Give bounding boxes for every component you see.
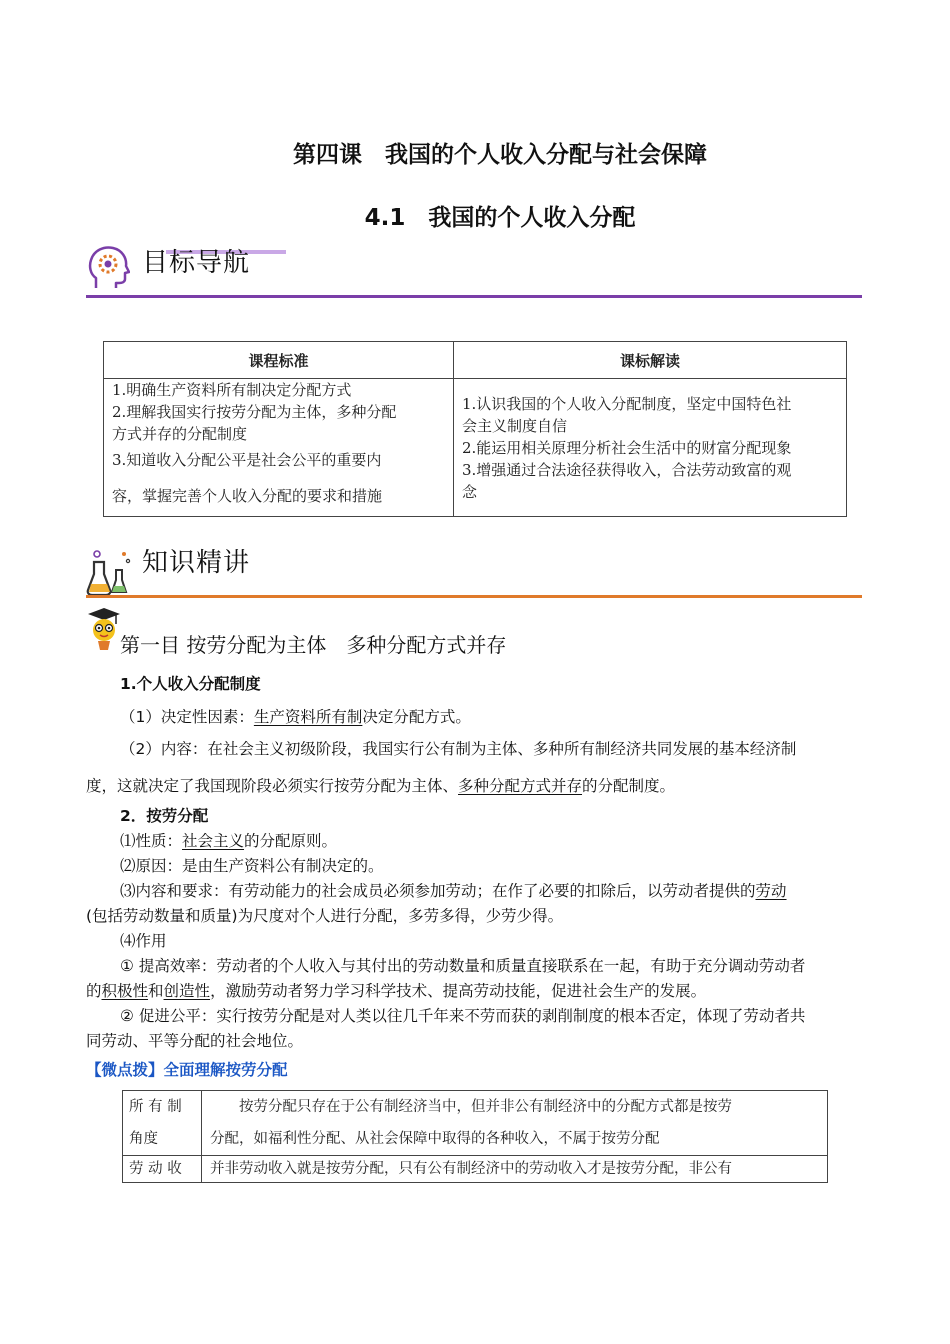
content-paragraph: （1）决定性因素：生产资料所有制决定分配方式。 bbox=[120, 708, 471, 726]
list-item: 1.认识我国的个人收入分配制度，坚定中国特色社 bbox=[462, 394, 792, 413]
content-heading: 1.个人收入分配制度 bbox=[120, 675, 261, 693]
content-paragraph: (包括劳动数量和质量)为尺度对个人进行分配，多劳多得，少劳少得。 bbox=[86, 907, 564, 925]
list-item: 2.理解我国实行按劳分配为主体，多种分配 bbox=[112, 403, 397, 421]
tip-row-content: 按劳分配只存在于公有制经济当中，但并非公有制经济中的分配方式都是按劳 分配，如福利性分配、从社会保障中取得的各种收入，不属于按劳分配 bbox=[202, 1091, 828, 1156]
tip-table bbox=[122, 1090, 828, 1183]
graduate-mascot-icon bbox=[86, 606, 122, 656]
list-item: 2.能运用相关原理分析社会生活中的财富分配现象 bbox=[462, 438, 792, 457]
head-gears-icon bbox=[88, 244, 130, 296]
content-paragraph: ⑷作用 bbox=[120, 932, 167, 950]
section-divider bbox=[86, 295, 862, 298]
tip-row-label: 劳 动 收 bbox=[123, 1156, 202, 1183]
content-paragraph: ① 提高效率：劳动者的个人收入与其付出的劳动数量和质量直接联系在一起，有助于充分调动劳动者 bbox=[120, 957, 806, 975]
content-paragraph: ⑵原因：是由生产资料公有制决定的。 bbox=[120, 857, 384, 875]
section-divider bbox=[86, 595, 862, 598]
topic-title: 第一目 按劳分配为主体 多种分配方式并存 bbox=[120, 633, 507, 657]
standards-right-cell bbox=[462, 393, 838, 503]
list-item: 容，掌握完善个人收入分配的要求和措施 bbox=[112, 487, 383, 505]
list-item: 方式并存的分配制度 bbox=[112, 425, 248, 443]
list-item: 会主义制度自信 bbox=[462, 416, 568, 435]
tip-row-label: 所 有 制 角度 bbox=[123, 1091, 202, 1156]
knowledge-section-label: 知识精讲 bbox=[142, 548, 251, 578]
content-paragraph: （2）内容：在社会主义初级阶段，我国实行公有制为主体、多种所有制经济共同发展的基本经济制 bbox=[120, 740, 797, 758]
content-paragraph: ② 促进公平：实行按劳分配是对人类以往几千年来不劳而获的剥削制度的根本否定，体现了劳动者共 bbox=[120, 1007, 806, 1025]
content-paragraph: 度，这就决定了我国现阶段必须实行按劳分配为主体、多种分配方式并存的分配制度。 bbox=[86, 777, 676, 795]
table-header: 课程标准 bbox=[104, 342, 454, 379]
list-item: 3.知道收入分配公平是社会公平的重要内 bbox=[112, 451, 382, 469]
list-item: 3.增强通过合法途径获得收入，合法劳动致富的观 bbox=[462, 460, 792, 479]
standards-left-cell bbox=[112, 379, 445, 507]
goals-section-label: 目标导航 bbox=[142, 248, 251, 278]
lesson-title: 第四课 我国的个人收入分配与社会保障 bbox=[293, 142, 707, 168]
standards-table bbox=[103, 341, 847, 517]
table-header: 课标解读 bbox=[454, 342, 847, 379]
tip-row-content: 并非劳动收入就是按劳分配，只有公有制经济中的劳动收入才是按劳分配，非公有 bbox=[202, 1156, 828, 1183]
lab-flasks-icon bbox=[86, 548, 132, 600]
section-title: 4.1 我国的个人收入分配 bbox=[364, 205, 636, 231]
content-paragraph: ⑴性质：社会主义的分配原则。 bbox=[120, 832, 338, 850]
content-heading: 2．按劳分配 bbox=[120, 807, 209, 825]
content-paragraph: 同劳动、平等分配的社会地位。 bbox=[86, 1032, 304, 1050]
content-paragraph: ⑶内容和要求：有劳动能力的社会成员必须参加劳动；在作了必要的扣除后，以劳动者提供的劳动 bbox=[120, 882, 787, 900]
knowledge-section-header bbox=[86, 538, 862, 598]
content-paragraph: 的积极性和创造性，激励劳动者努力学习科学技术、提高劳动技能，促进社会生产的发展。 bbox=[86, 982, 707, 1000]
list-item: 1.明确生产资料所有制决定分配方式 bbox=[112, 381, 352, 399]
tip-title: 【微点拨】全面理解按劳分配 bbox=[86, 1061, 288, 1079]
goals-section-header bbox=[86, 238, 862, 298]
list-item: 念 bbox=[462, 482, 478, 501]
